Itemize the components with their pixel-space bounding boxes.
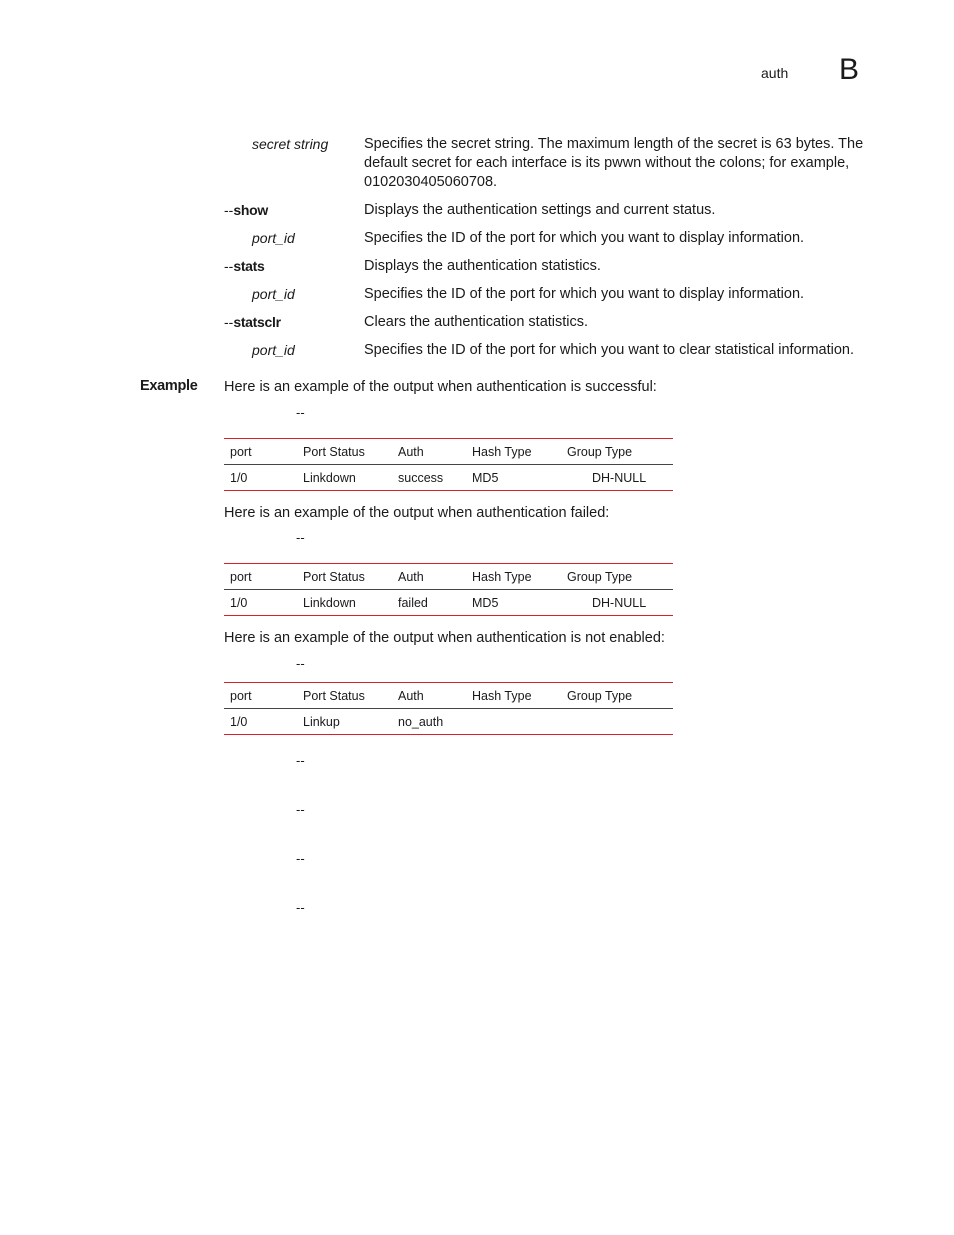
- col-header-group-type: Group Type: [567, 688, 633, 703]
- cell-hash-type: [466, 709, 561, 735]
- col-header-port: port: [230, 569, 252, 584]
- operand-desc-secret-string: Specifies the secret string. The maximum length of the secret is 63 bytes. The default secret for each interface is its pwwn without the colons; for example, 0102030405060708.: [364, 136, 864, 190]
- operand-keyword: stats: [233, 258, 265, 274]
- operand-term-port-id: port_id: [252, 342, 295, 358]
- operand-term-stats: [224, 257, 265, 276]
- operand-dash: --: [224, 314, 234, 330]
- operand-keyword: show: [233, 202, 268, 218]
- cell-port-status: Linkup: [303, 714, 340, 729]
- appendix-letter: B: [839, 53, 860, 86]
- cell-group-type: DH-NULL: [592, 595, 647, 610]
- col-header-port-status: Port Status: [303, 688, 365, 703]
- col-header-hash-type: Hash Type: [472, 444, 532, 459]
- operand-term-port-id: port_id: [252, 230, 295, 246]
- table-header-row: [224, 439, 673, 465]
- cell-auth: failed: [398, 595, 428, 610]
- operand-desc-statsclr: Clears the authentication statistics.: [364, 314, 589, 330]
- command-marker: --: [296, 851, 305, 866]
- cell-group-type: DH-NULL: [592, 470, 647, 485]
- cell-port-status: Linkdown: [303, 470, 356, 485]
- cell-port-status: Linkdown: [303, 595, 356, 610]
- table-row: [224, 465, 673, 491]
- table-header-row: [224, 564, 673, 590]
- col-header-group-type: Group Type: [567, 569, 633, 584]
- cell-group-type: [561, 709, 673, 735]
- output-table-not-enabled: [224, 682, 673, 735]
- operand-desc-show: Displays the authentication settings and current status.: [364, 202, 716, 218]
- command-marker: --: [296, 900, 305, 915]
- cell-auth: no_auth: [398, 714, 444, 729]
- col-header-port-status: Port Status: [303, 569, 365, 584]
- col-header-hash-type: Hash Type: [472, 688, 532, 703]
- example-intro-failed: Here is an example of the output when authentication failed:: [224, 505, 610, 521]
- command-marker: --: [296, 656, 305, 671]
- table-header-row: [224, 683, 673, 709]
- command-marker: --: [296, 530, 305, 545]
- col-header-auth: Auth: [398, 444, 424, 459]
- output-table-success: [224, 438, 673, 491]
- operand-term-port-id: port_id: [252, 286, 295, 302]
- operand-term-show: [224, 201, 268, 220]
- operand-term-statsclr: [224, 313, 281, 332]
- operand-desc-port-id: Specifies the ID of the port for which you want to display information.: [364, 230, 805, 246]
- example-intro-not-enabled: Here is an example of the output when authentication is not enabled:: [224, 630, 665, 646]
- command-marker: --: [296, 405, 305, 420]
- operand-desc-port-id: Specifies the ID of the port for which you want to display information.: [364, 286, 805, 302]
- cell-port: 1/0: [230, 470, 248, 485]
- operand-dash: --: [224, 202, 234, 218]
- command-marker: --: [296, 802, 305, 817]
- cell-port: 1/0: [230, 714, 248, 729]
- operand-desc-port-id: Specifies the ID of the port for which you want to clear statistical information.: [364, 342, 855, 358]
- operand-keyword: statsclr: [233, 314, 281, 330]
- col-header-auth: Auth: [398, 569, 424, 584]
- operand-dash: --: [224, 258, 234, 274]
- operand-term-secret-string: secret string: [252, 136, 329, 152]
- running-header-title: auth: [761, 65, 789, 81]
- cell-auth: success: [398, 470, 444, 485]
- col-header-port-status: Port Status: [303, 444, 365, 459]
- table-row: [224, 709, 673, 735]
- col-header-port: port: [230, 444, 252, 459]
- example-intro-success: Here is an example of the output when authentication is successful:: [224, 379, 657, 395]
- cell-hash-type: MD5: [472, 470, 499, 485]
- col-header-group-type: Group Type: [567, 444, 633, 459]
- cell-port: 1/0: [230, 595, 248, 610]
- col-header-auth: Auth: [398, 688, 424, 703]
- col-header-hash-type: Hash Type: [472, 569, 532, 584]
- cell-hash-type: MD5: [472, 595, 499, 610]
- operand-desc-stats: Displays the authentication statistics.: [364, 258, 601, 274]
- table-row: [224, 590, 673, 616]
- output-table-failed: [224, 563, 673, 616]
- command-marker: --: [296, 753, 305, 768]
- col-header-port: port: [230, 688, 252, 703]
- example-heading: Example: [140, 378, 198, 394]
